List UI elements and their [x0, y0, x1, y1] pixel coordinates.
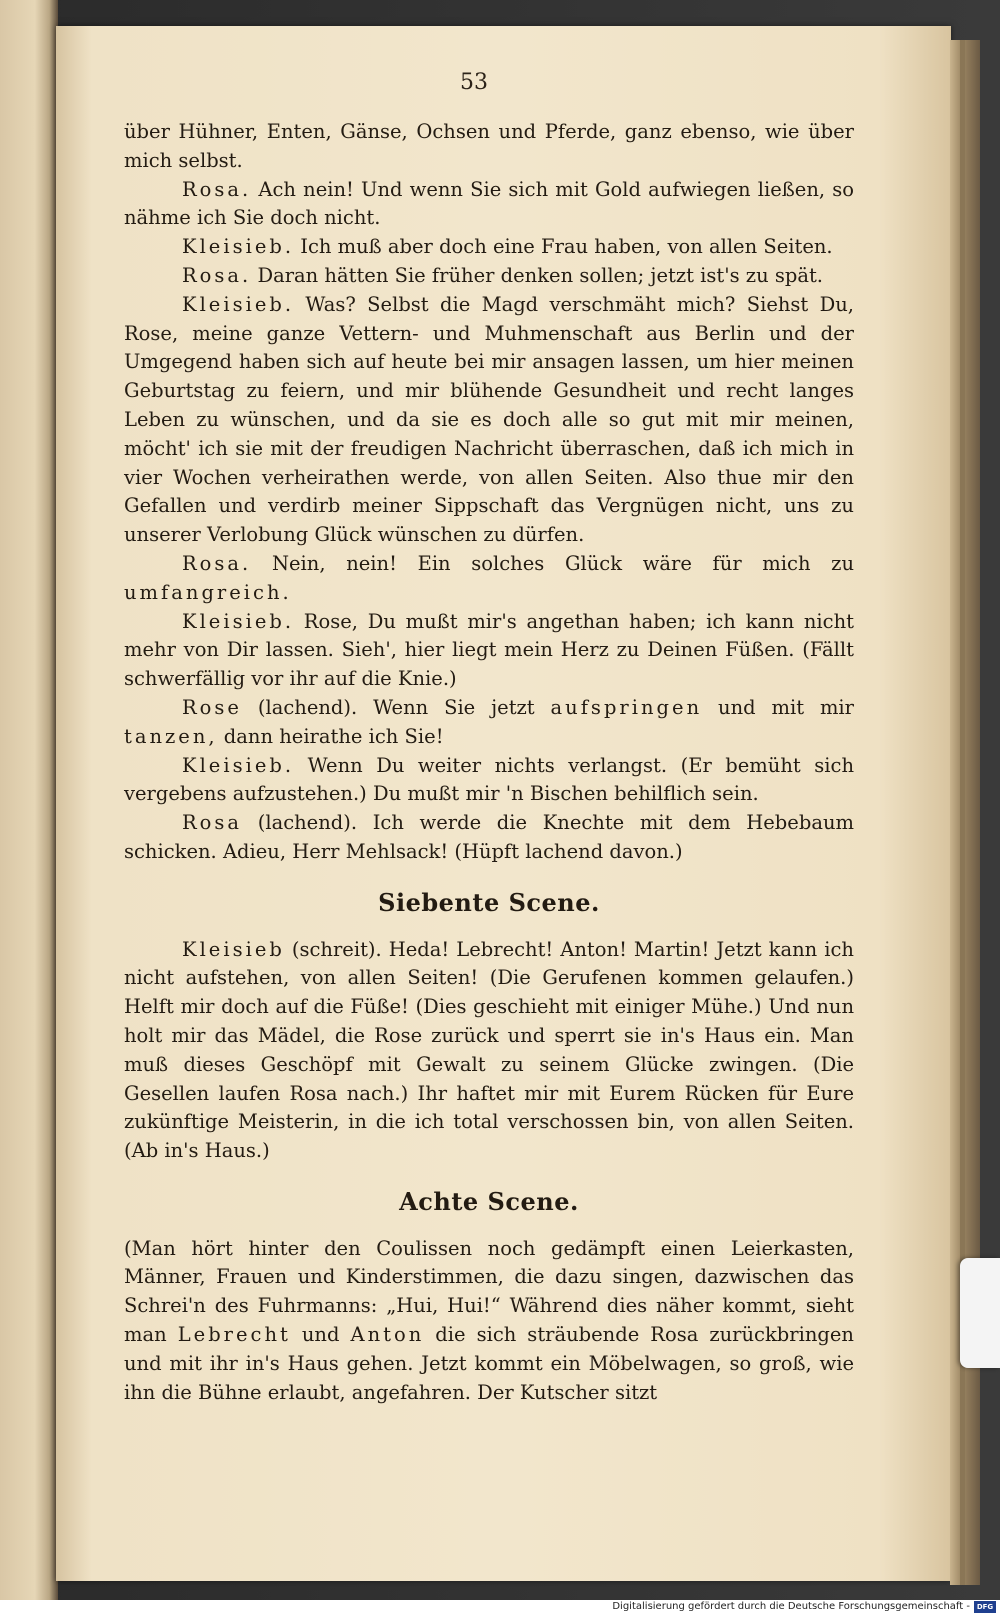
dialogue-paragraph: [124, 608, 854, 694]
dialogue-text: (lachend). Ich werde die Knechte mit dem Hebebaum schicken. Adieu, Herr Mehlsack! (Hüpft lachend davon.): [124, 811, 854, 863]
scene-heading: Achte Scene.: [399, 1186, 579, 1216]
speaker-name: Kleisieb: [182, 937, 285, 961]
dialogue-text: Ach nein! Und wenn Sie sich mit Gold aufwiegen ließen, so nähme ich Sie doch nicht.: [124, 177, 854, 230]
stage-direction-text: die sich sträubende Rosa zurückbringen und mit ihr in's Haus gehen. Jetzt kommt ein Möbelwagen, so groß, wie ihn die Bühne erlaubt, angefahren. Der Kutscher sitzt: [124, 1323, 854, 1404]
dfg-logo-icon: DFG: [974, 1601, 996, 1613]
speaker-name: Rosa.: [182, 177, 252, 201]
emphasis-text: umfangreich.: [124, 580, 292, 604]
dialogue-text: und mit mir: [718, 695, 854, 719]
dialogue-text: Was? Selbst die Magd verschmäht mich? Siehst Du, Rose, meine ganze Vettern- und Muhmenschaft aus Berlin und der Umgegend haben sich auf heute bei mir ansagen lassen, um hier meinen Geburtstag zu feiern, und mir blühende Gesundheit und recht langes Leben zu wünschen, und da sie es doch alle so gut mit mir meinen, möcht' ich sie mit der freudigen Nachricht überraschen, daß ich mich in vier Wochen verheirathen werde, von allen Seiten. Also thue mir den Gefallen und verdirb meiner Sippschaft das Vergnügen nicht, uns zu unserer Verlobung Glück wünschen zu dürfen.: [124, 292, 855, 547]
page-number: 53: [460, 70, 488, 95]
stage-direction-text: (Man hört hinter den Coulissen noch gedämpft einen Leierkasten, Männer, Frauen und Kinderstimmen, die dazu singen, dazwischen das Schrei'n des Fuhrmanns: „Hui, Hui!“ Während dies näher kommt, sieht man: [124, 1236, 854, 1347]
speaker-name: Kleisieb.: [182, 292, 295, 316]
viewer-side-tab[interactable]: [960, 1258, 1000, 1368]
dialogue-text: Daran hätten Sie früher denken sollen; jetzt ist's zu spät.: [257, 263, 823, 287]
character-name: Anton: [350, 1323, 425, 1347]
body-text: [124, 118, 854, 1407]
dialogue-text: Wenn Du weiter nichts verlangst. (Er bemüht sich vergebens aufzustehen.) Du mußt mir 'n Bischen behilflich sein.: [124, 753, 855, 806]
stage-direction-text: und: [301, 1323, 340, 1347]
paragraph-continuation: [124, 118, 854, 176]
dialogue-paragraph: [124, 752, 854, 810]
dialogue-paragraph: [124, 550, 854, 608]
dialogue-paragraph: [124, 262, 854, 291]
speaker-name: Kleisieb.: [182, 753, 295, 777]
dialogue-text: (lachend). Wenn Sie jetzt: [257, 695, 535, 719]
dialogue-text: (schreit). Heda! Lebrecht! Anton! Martin! Jetzt kann ich nicht aufstehen, von allen Seiten! (Die Gerufenen kommen gelaufen.) Helft mir doch auf die Füße! (Dies geschieht mit einiger Mühe.) Und nun holt mir das Mädel, die Rose zurück und sperrt sie in's Haus ein. Man muß dieses Geschöpf mit Gewalt zu seinem Glücke zwingen. (Die Gesellen laufen Rosa nach.) Ihr haftet mir mit Eurem Rücken für Eure zukünftige Meisterin, in die ich total verschossen bin, von allen Seiten. (Ab in's Haus.): [124, 937, 854, 1163]
dialogue-text: Ich muß aber doch eine Frau haben, von allen Seiten.: [300, 235, 833, 259]
dialogue-paragraph: [124, 936, 854, 1166]
character-name: Lebrecht: [177, 1323, 291, 1347]
dialogue-text: Rose, Du mußt mir's angethan haben; ich kann nicht mehr von Dir lassen. Sieh', hier liegt mein Herz zu Deinen Füßen. (Fällt schwerfällig vor ihr auf die Knie.): [124, 609, 854, 691]
dialogue-paragraph: [124, 694, 854, 752]
dialogue-paragraph: [124, 291, 854, 550]
speaker-name: Kleisieb.: [182, 235, 295, 259]
footer-credit: Digitalisierung gefördert durch die Deutsche Forschungsgemeinschaft -: [612, 1601, 970, 1612]
left-page-edge: [0, 0, 58, 1600]
speaker-name: Rosa.: [182, 551, 252, 575]
speaker-name: Rosa.: [182, 263, 252, 287]
speaker-name: Kleisieb.: [182, 609, 295, 633]
dialogue-text: dann heirathe ich Sie!: [223, 724, 444, 748]
dialogue-paragraph: [124, 809, 854, 867]
stage-direction-paragraph: [124, 1235, 854, 1408]
dialogue-paragraph: [124, 233, 854, 262]
emphasis-text: aufspringen: [550, 695, 703, 719]
dialogue-text: Nein, nein! Ein solches Glück wäre für mich zu: [271, 551, 854, 575]
speaker-name: Rosa: [182, 811, 243, 835]
speaker-name: Rose: [182, 695, 242, 719]
dialogue-paragraph: [124, 176, 854, 234]
emphasis-text: tanzen,: [124, 724, 218, 748]
scene-heading: Siebente Scene.: [378, 887, 600, 917]
paragraph-text: über Hühner, Enten, Gänse, Ochsen und Pferde, ganz ebenso, wie über mich selbst.: [124, 120, 854, 172]
